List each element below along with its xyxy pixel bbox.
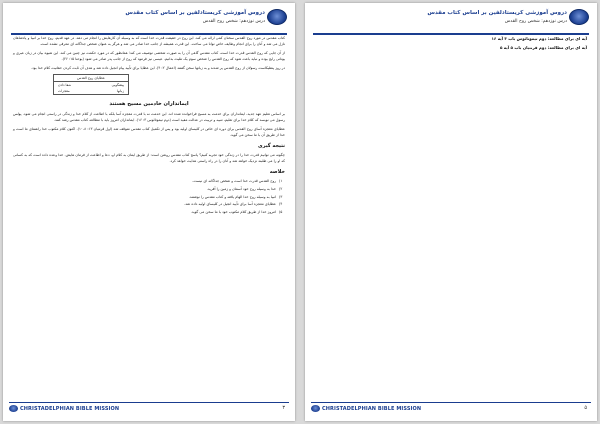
gifts-table [53, 74, 129, 95]
footer-banner-text: CHRISTADELPHIAN BIBLE MISSION [20, 405, 120, 412]
paragraph: بر اساس تعلیم عهد جدید، ایمانداران برای خدمت به مسیح فراخوانده شده اند. این خدمت نه با قدرت معجزه آسا بلکه با اطاعت از کلام خدا و زندگی در راستی انجام می شود. پولس رسول می نویسد که کلام خدا برای تعلیم، تنبیه و تربیت در عدالت مفید است (دوم تیموتائوس ۳: ۱۶). ایمانداران امروز باید با مطالعه کتاب مقدس رشد کنند. [13, 111, 285, 122]
page-footer [311, 402, 591, 415]
globe-logo-icon [9, 405, 18, 412]
question-heading: نتیجه گیری [258, 142, 285, 149]
footer-banner [9, 405, 119, 412]
list-item: ۲) خدا به وسیله روح خود آسمان و زمین را آفرید. [206, 186, 283, 191]
page-footer [9, 402, 289, 415]
page-body [13, 35, 285, 393]
list-item: ۱) روح القدس قدرت خدا است و شخص جداگانه ای نیست. [192, 179, 283, 184]
table-cell: زبانها [116, 89, 124, 94]
page-number: ۵ [584, 405, 587, 411]
globe-logo-icon [569, 9, 589, 25]
header-subtitle: درس نوزدهم: شخص روح القدس [504, 19, 567, 24]
footer-banner-text: CHRISTADELPHIAN BIBLE MISSION [322, 405, 422, 412]
paragraph: کتاب مقدس در مورد روح القدس سخنان کمی ارائه می کند. این روح در حقیقت قدرت خدا است که به وسیله آن کارهایش را انجام می دهد. در عهد قدیم، روح خدا بر انبیا و پادشاهان نازل می شد و آنان را برای انجام وظایف خاص توانا می ساخت. این قدرت همیشه از جانب خدا صادر می شد و هرگز به عنوان شخص جداگانه ای معرفی نشده است. [13, 36, 285, 47]
footer-banner [311, 405, 421, 412]
header-subtitle: درس نوزدهم: شخص روح القدس [202, 19, 265, 24]
summary-heading: خلاصه [269, 169, 285, 176]
header-title: دروس آموزشی کریستادلفین بر اساس کتاب مقدس [125, 10, 265, 16]
document-page-left [3, 3, 295, 421]
paragraph: از آن جایی که روح القدس قدرت خدا است، کتاب مقدس گاهی آن را به صورت شخصی توصیف می کند؛ همانطور که در مورد حکمت نیز چنین می کند. این شیوه بیان در زبان عبری و یونانی رایج بوده و نباید باعث شود که روح القدس را شخص سوم یک تثلیث بدانیم. عیسی نیز فرمود که روح از جانب پدر صادر می شود (یوحنا ۱۵: ۲۶). [13, 51, 285, 62]
summary-list [13, 178, 285, 214]
table-caption: عطایای روح القدس [54, 75, 128, 82]
study-question: آیه ای برای مطالعه: دوم تیموتائوس باب ۳ آیه ۱۶ [491, 36, 587, 41]
table-row [54, 88, 128, 94]
table-cell: معجزات [58, 89, 70, 94]
list-item: ۴) عطایای معجزه آسا برای تأیید انجیل در کلیسای اولیه داده شد. [184, 202, 283, 207]
table-cell: شفا دادن [58, 83, 72, 88]
page-header [3, 7, 295, 31]
study-questions [315, 35, 587, 51]
paragraph: در روز پنطیکاست رسولان از روح القدس پر شدند و به زبانها سخن گفتند (اعمال ۲: ۴). این عطایا برای تأیید پیام انجیل داده شد و هدف آن ثابت کردن حقانیت کلام خدا بود. [31, 66, 285, 71]
page-body [315, 35, 587, 393]
section-title: ایمانداران خادمین مسیح هستند [109, 101, 189, 108]
page-header [305, 7, 597, 31]
list-item: ۳) انبیا به وسیله روح خدا الهام یافته و کتاب مقدس را نوشتند. [188, 194, 283, 199]
header-title: دروس آموزشی کریستادلفین بر اساس کتاب مقدس [427, 10, 567, 16]
paragraph: عطایای معجزه آسای روح القدس برای دوره ای خاص در کلیسای اولیه بود و پس از تکمیل کتاب مقدس متوقف شد (اول قرنتیان ۱۳: ۸-۱۰). اکنون کلام مکتوب خدا راهنمای ما است و خدا از طریق آن با ما سخن می گوید. [13, 126, 285, 137]
document-page-right [305, 3, 597, 421]
study-question: آیه ای برای مطالعه: دوم قرنتیان باب ۵ آیه ۵ [499, 45, 587, 50]
page-number: ۳ [282, 405, 285, 411]
paragraph: چگونه می توانیم قدرت خدا را در زندگی خود تجربه کنیم؟ پاسخ کتاب مقدس روشن است: از طریق ایمان به کلام او، دعا و اطاعت از فرمان هایش. خدا وعده داده است که به کسانی که او را می طلبند نزدیک خواهد شد و آنان را در راه راستی هدایت خواهد کرد. [13, 153, 285, 164]
list-item: ۵) امروز خدا از طریق کلام مکتوب خود با ما سخن می گوید. [190, 209, 283, 214]
globe-logo-icon [311, 405, 320, 412]
table-cell: پیشگویی [111, 83, 124, 88]
globe-logo-icon [267, 9, 287, 25]
